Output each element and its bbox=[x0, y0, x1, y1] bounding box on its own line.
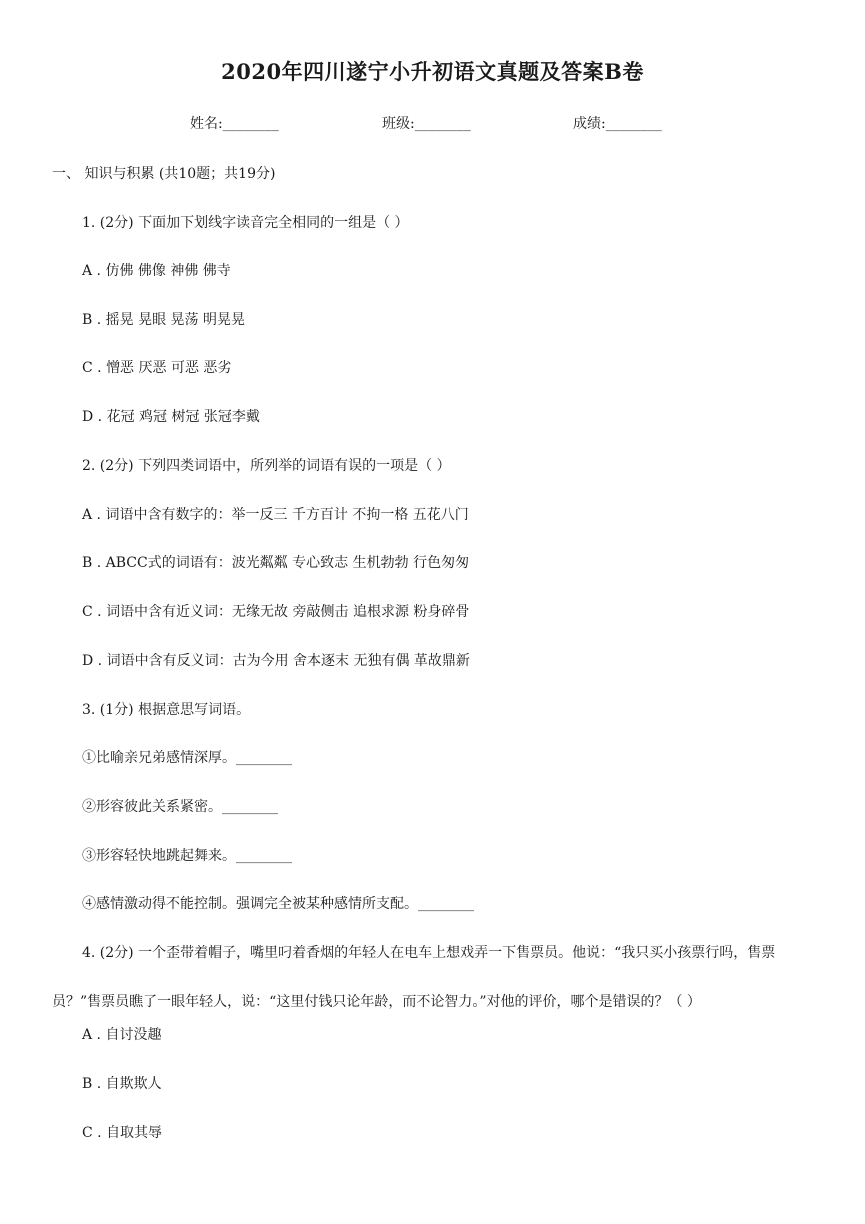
question-1-option-d: D . 花冠 鸡冠 树冠 张冠李戴 bbox=[82, 409, 260, 425]
question-2-option-d: D . 词语中含有反义词：古为今用 舍本逐末 无独有偶 革故鼎新 bbox=[82, 653, 470, 669]
score-field-label: 成绩:________ bbox=[573, 116, 662, 132]
name-field-label: 姓名:________ bbox=[190, 116, 279, 132]
question-4-option-a: A . 自讨没趣 bbox=[82, 1027, 162, 1043]
question-2-option-a: A . 词语中含有数字的：举一反三 千方百计 不拘一格 五花八门 bbox=[82, 507, 469, 523]
question-4-option-c: C . 自取其辱 bbox=[82, 1125, 163, 1141]
section-heading: 一、 知识与积累 (共10题；共19分) bbox=[52, 166, 276, 182]
question-2-stem: 2. (2分) 下列四类词语中，所列举的词语有误的一项是（ ） bbox=[82, 458, 451, 474]
question-3-stem: 3. (1分) 根据意思写词语。 bbox=[82, 702, 251, 718]
question-3-item-2: ②形容彼此关系紧密。________ bbox=[82, 799, 278, 815]
question-3-item-4: ④感情激动得不能控制。强调完全被某种感情所支配。________ bbox=[82, 896, 474, 912]
class-field-label: 班级:________ bbox=[382, 116, 471, 132]
question-1-option-a: A . 仿佛 佛像 神佛 佛寺 bbox=[82, 263, 231, 279]
question-1-stem: 1. (2分) 下面加下划线字读音完全相同的一组是（ ） bbox=[82, 215, 409, 231]
question-3-item-1: ①比喻亲兄弟感情深厚。________ bbox=[82, 750, 292, 766]
question-2-option-c: C . 词语中含有近义词：无缘无故 旁敲侧击 追根求源 粉身碎骨 bbox=[82, 604, 470, 620]
page-title: 2020年四川遂宁小升初语文真题及答案B卷 bbox=[221, 59, 644, 84]
question-4-stem: 4. (2分) 一个歪带着帽子，嘴里叼着香烟的年轻人在电车上想戏弄一下售票员。他说：“我只买小孩票行吗，售票员？”售票员瞧了一眼年轻人，说：“这里付钱只论年龄，而不论智力。”对他的评价，哪个是错误的？（ ） bbox=[52, 945, 776, 1010]
question-1-option-c: C . 憎恶 厌恶 可恶 恶劣 bbox=[82, 360, 232, 376]
question-2-option-b: B . ABCC式的词语有：波光粼粼 专心致志 生机勃勃 行色匆匆 bbox=[82, 555, 470, 571]
question-1-option-b: B . 摇晃 晃眼 晃荡 明晃晃 bbox=[82, 312, 245, 328]
question-4-option-b: B . 自欺欺人 bbox=[82, 1076, 162, 1092]
question-3-item-3: ③形容轻快地跳起舞来。________ bbox=[82, 848, 292, 864]
